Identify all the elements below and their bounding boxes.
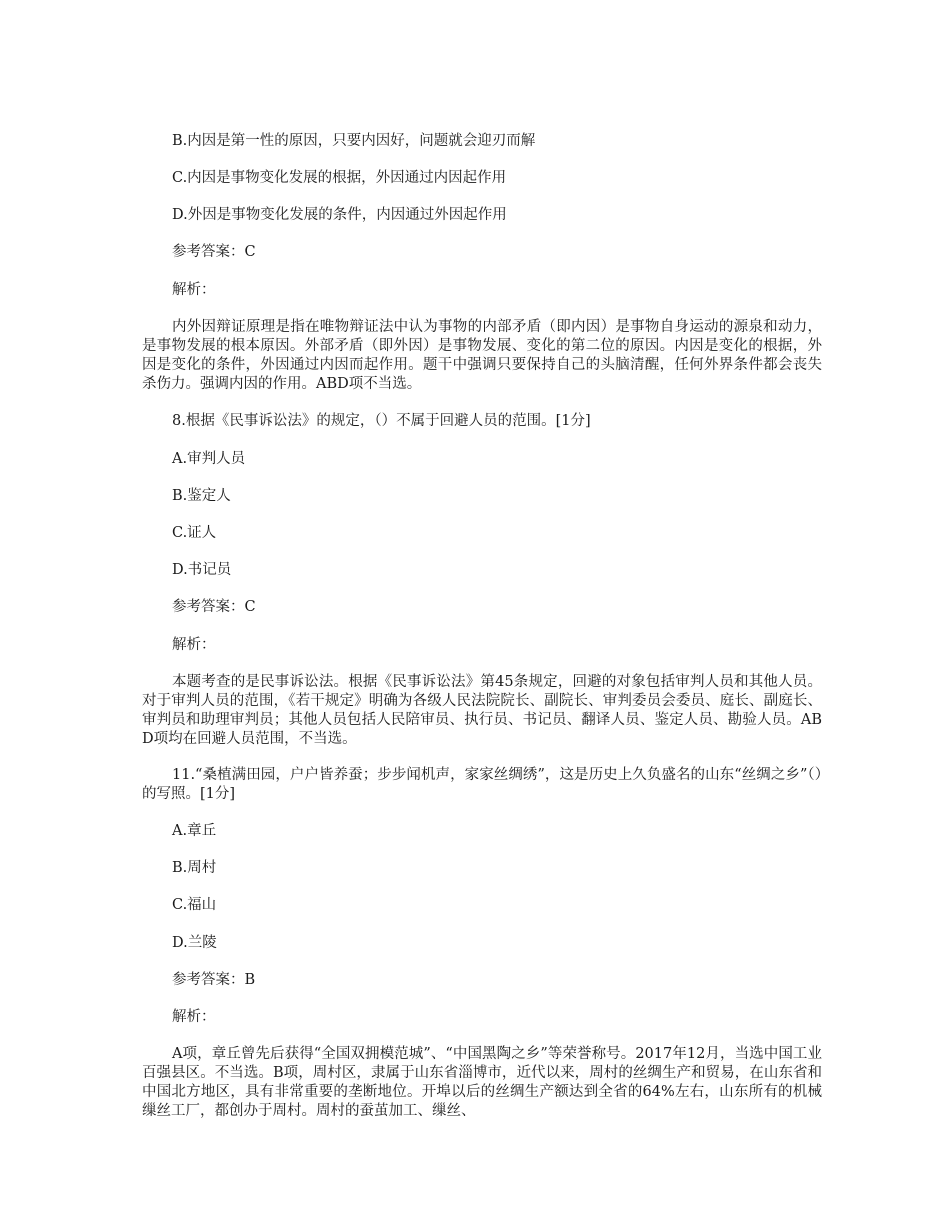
q7-answer: 参考答案：C <box>172 244 256 260</box>
q11-analysis-text: A项，章丘曾先后获得“全国双拥模范城”、“中国黑陶之乡”等荣誉称号。2017年12月，当选中国工业百强县区。不当选。B项，周村区，隶属于山东省淄博市，近代以来，周村的丝绸生产和贸易，在山东省和中国北方地区，具有非常重要的垄断地位。开埠以后的丝绸生产额达到全省的64%左右，山东所有的机械缫丝工厂，都创办于周村。周村的蚕茧加工、缫丝、 <box>142 1046 822 1119</box>
q11-option-b: B.周村 <box>172 860 217 876</box>
q11-option-a: A.章丘 <box>172 823 217 839</box>
q8-option-a: A.审判人员 <box>172 451 246 467</box>
q11-option-c: C.福山 <box>172 897 217 913</box>
q11-analysis-label: 解析： <box>172 1009 216 1025</box>
q8-option-c: C.证人 <box>172 525 217 541</box>
q7-option-d: D.外因是事物变化发展的条件，内因通过外因起作用 <box>172 207 507 223</box>
q7-option-c: C.内因是事物变化发展的根据，外因通过内因起作用 <box>172 170 507 186</box>
q8-question: 8.根据《民事诉讼法》的规定，（）不属于回避人员的范围。[1分] <box>172 413 591 429</box>
q7-analysis-text: 内外因辩证原理是指在唯物辩证法中认为事物的内部矛盾（即内因）是事物自身运动的源泉和动力，是事物发展的根本原因。外部矛盾（即外因）是事物发展、变化的第二位的原因。内因是变化的根据，外因是变化的条件，外因通过内因而起作用。题干中强调只要保持自己的头脑清醒，任何外界条件都会丧失杀伤力。强调内因的作用。ABD项不当选。 <box>142 319 822 392</box>
q8-answer: 参考答案：C <box>172 599 256 615</box>
q8-option-d: D.书记员 <box>172 562 232 578</box>
q11-option-d: D.兰陵 <box>172 935 217 951</box>
q7-analysis-label: 解析： <box>172 282 216 298</box>
q11-answer: 参考答案：B <box>172 972 256 988</box>
q11-question: 11.“桑植满田园，户户皆养蚕；步步闻机声，家家丝绸绣”，这是历史上久负盛名的山东“丝绸之乡”（）的写照。[1分] <box>142 767 822 802</box>
q8-analysis-label: 解析： <box>172 637 216 653</box>
q7-option-b: B.内因是第一性的原因，只要内因好，问题就会迎刃而解 <box>172 133 536 149</box>
q8-analysis-text: 本题考查的是民事诉讼法。根据《民事诉讼法》第45条规定，回避的对象包括审判人员和其他人员。对于审判人员的范围，《若干规定》明确为各级人民法院院长、副院长、审判委员会委员、庭长、副庭长、审判员和助理审判员；其他人员包括人民陪审员、执行员、书记员、翻译人员、鉴定人员、勘验人员。ABD项均在回避人员范围，不当选。 <box>142 674 822 747</box>
q8-option-b: B.鉴定人 <box>172 488 231 504</box>
